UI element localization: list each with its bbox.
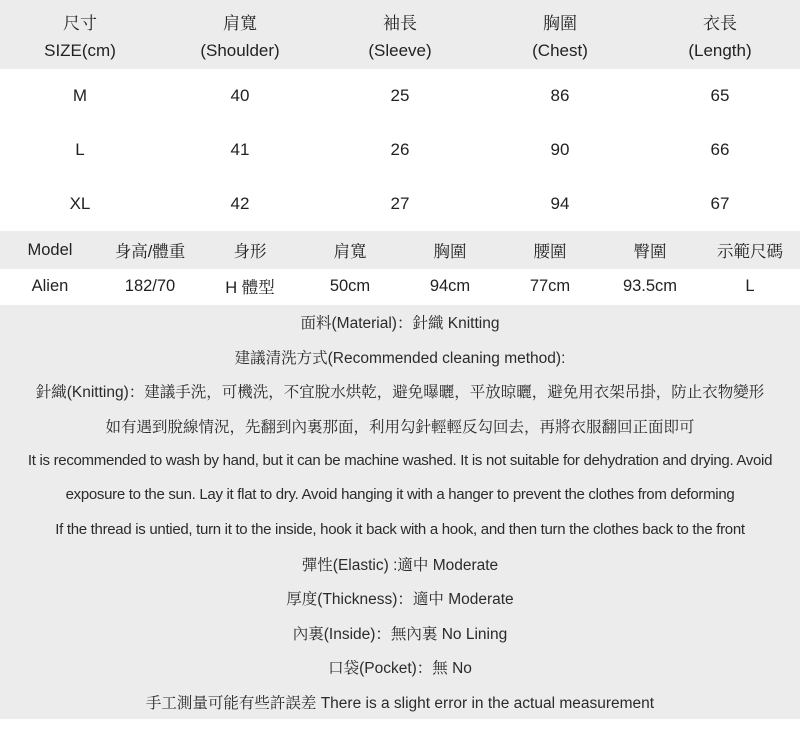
- chest-value: 94: [550, 194, 570, 213]
- care-en-line-2: exposure to the sun. Lay it flat to dry. Avoid hanging it with a hanger to prevent the clothes from deforming: [65, 486, 735, 504]
- bottom-whitespace: [0, 719, 800, 755]
- thickness-line: 厚度(Thickness)：適中 Moderate: [286, 591, 514, 609]
- material-line: 面料(Material)：針織 Knitting: [300, 315, 500, 333]
- model-header-waist: 腰圍: [533, 243, 567, 261]
- model-header-model: Model: [27, 240, 73, 259]
- model-header-body-shape: 身形: [233, 243, 267, 261]
- header-zh: 尺寸: [63, 14, 97, 33]
- header-en: (Chest): [532, 41, 588, 60]
- model-header-demo-size: 示範尺碼: [717, 243, 783, 261]
- pocket-line: 口袋(Pocket)：無 No: [328, 660, 472, 678]
- sleeve-value: 26: [390, 140, 410, 159]
- model-header-chest: 胸圍: [433, 243, 467, 261]
- size-table-header: [0, 0, 800, 69]
- size-row-m: [0, 69, 800, 123]
- cleaning-method-title: 建議清洗方式(Recommended cleaning method):: [234, 349, 566, 367]
- model-shoulder: 50cm: [329, 276, 371, 295]
- size-col-header-sleeve: [320, 9, 480, 61]
- knitting-care-zh-line: 針織(Knitting)：建議手洗，可機洗，不宜脫水烘乾，避免曝曬，平放晾曬，避免用衣架吊掛，防止衣物變形: [35, 384, 765, 402]
- model-header-shoulder: 肩寬: [333, 243, 367, 261]
- model-chest: 94cm: [429, 276, 471, 295]
- inside-line: 內裏(Inside)：無內裏 No Lining: [292, 625, 508, 643]
- elastic-line: 彈性(Elastic) :適中 Moderate: [301, 556, 499, 574]
- header-zh: 袖長: [383, 14, 417, 33]
- model-name: Alien: [31, 276, 69, 295]
- measurement-error-line: 手工測量可能有些許誤差 There is a slight error in the actual measurement: [145, 694, 655, 712]
- care-en-line-1: It is recommended to wash by hand, but it can be machine washed. It is not suitable for dehydration and drying. Avoid: [27, 451, 773, 469]
- header-zh: 胸圍: [543, 14, 577, 33]
- thread-care-zh-line: 如有遇到脫線情況，先翻到內裏那面，利用勾針輕輕反勾回去，再將衣服翻回正面即可: [105, 418, 695, 436]
- size-col-header-length: [640, 9, 800, 61]
- size-col-header-shoulder: [160, 9, 320, 61]
- length-value: 65: [710, 86, 730, 105]
- header-zh: 肩寬: [223, 14, 257, 33]
- sleeve-value: 25: [390, 86, 410, 105]
- model-header-height-weight: 身高/體重: [114, 243, 186, 261]
- model-table-row: [0, 269, 800, 303]
- model-table-header: [0, 231, 800, 269]
- model-demo-size: L: [745, 276, 755, 295]
- shoulder-value: 42: [230, 194, 250, 213]
- model-header-hip: 臀圍: [633, 243, 667, 261]
- size-label: L: [75, 140, 85, 159]
- header-en: (Shoulder): [200, 41, 280, 60]
- shoulder-value: 41: [230, 140, 250, 159]
- model-body-shape: H 體型: [225, 279, 275, 297]
- care-en-line-3: If the thread is untied, turn it to the inside, hook it back with a hook, and then turn the clothes back to the front: [55, 520, 745, 538]
- chest-value: 86: [550, 86, 570, 105]
- size-label: XL: [69, 194, 91, 213]
- header-en: (Sleeve): [368, 41, 432, 60]
- model-height-weight: 182/70: [124, 276, 176, 295]
- header-en: (Length): [688, 41, 752, 60]
- length-value: 67: [710, 194, 730, 213]
- shoulder-value: 40: [230, 86, 250, 105]
- size-row-l: [0, 123, 800, 177]
- care-info-section: [0, 305, 800, 719]
- size-col-header-chest: [480, 9, 640, 61]
- size-row-xl: [0, 177, 800, 231]
- model-hip: 93.5cm: [622, 276, 678, 295]
- size-col-header-size: [0, 9, 160, 61]
- header-en: SIZE(cm): [44, 41, 116, 60]
- size-table-body: [0, 69, 800, 231]
- model-waist: 77cm: [529, 276, 571, 295]
- header-zh: 衣長: [703, 14, 737, 33]
- size-label: M: [72, 86, 88, 105]
- length-value: 66: [710, 140, 730, 159]
- chest-value: 90: [550, 140, 570, 159]
- sleeve-value: 27: [390, 194, 410, 213]
